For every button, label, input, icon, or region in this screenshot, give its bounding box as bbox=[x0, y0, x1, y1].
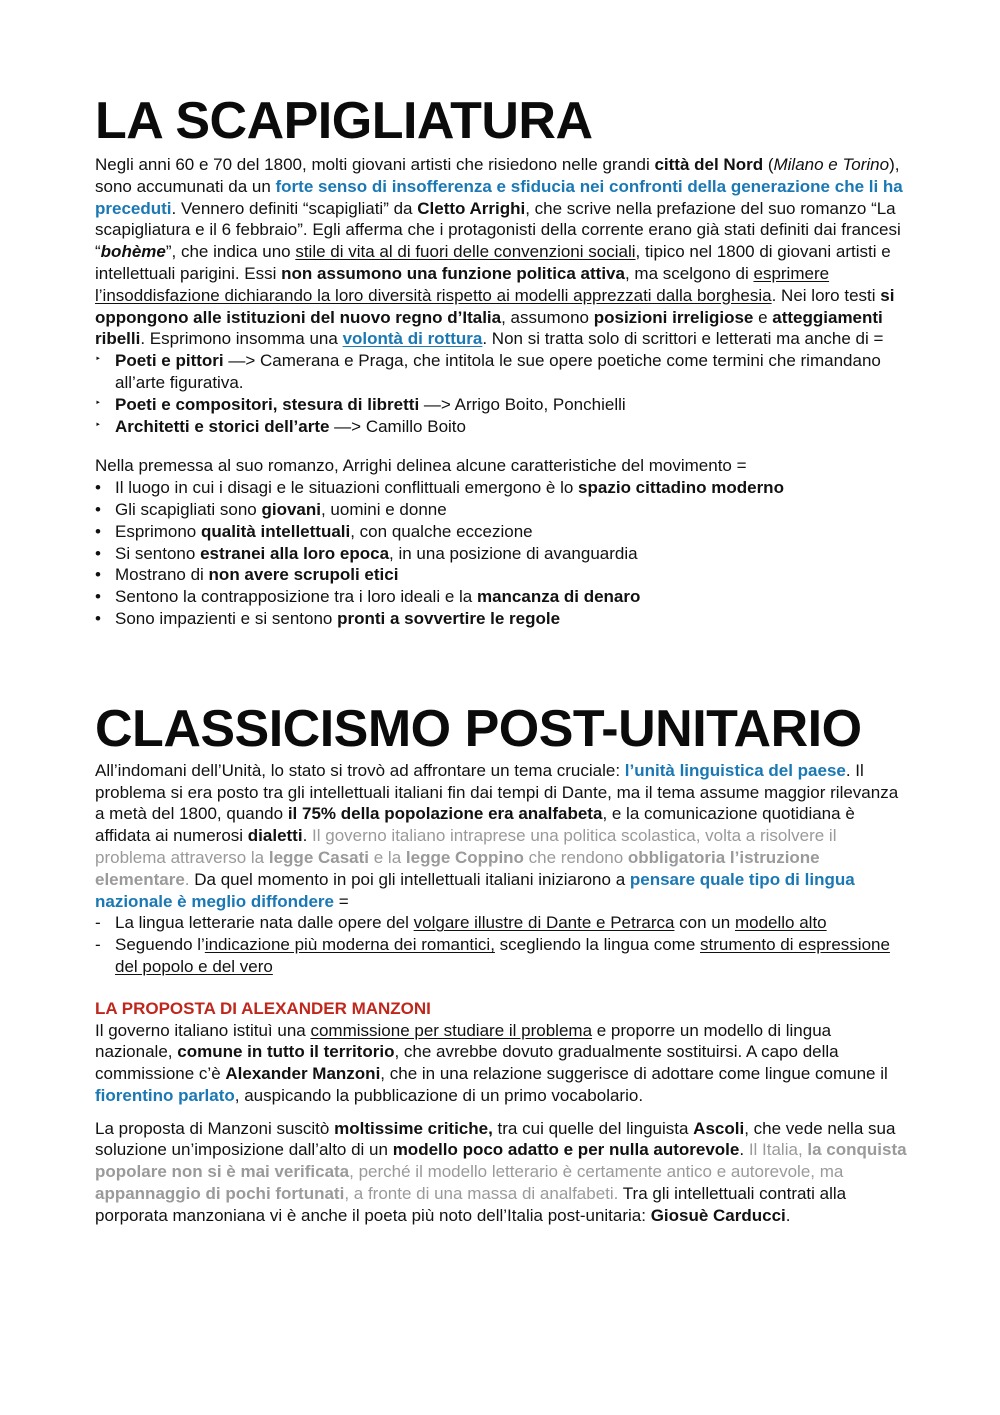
triangle-bullet-icon: ‣ bbox=[95, 397, 101, 409]
categories-list bbox=[95, 350, 910, 437]
document-page bbox=[95, 92, 910, 1227]
bullet-icon: • bbox=[95, 587, 101, 607]
section-title-classicismo: CLASSICISMO POST-UNITARIO bbox=[95, 699, 862, 758]
classicismo-intro-paragraph: All’indomani dell’Unità, lo stato si trovò ad affrontare un tema cruciale: l’unità linguistica del paese. Il problema si era posto tra gli intellettuali italiani fin dai tempi di Dante, ma il tema assume maggior rilevanza a metà del 1800, quando il 75% della popolazione era analfabeta, e la comunicazione quotidiana è affidata ai numerosi dialetti. Il governo italiano intraprese una politica scolastica, volta a risolvere il problema attraverso la legge Casati e la legge Coppino che rendono obbligatoria l’istruzione elementare. Da quel momento in poi gli intellettuali italiani iniziarono a pensare quale tipo di lingua nazionale è meglio diffondere = bbox=[95, 760, 899, 911]
bullet-icon: • bbox=[95, 543, 101, 563]
premessa-paragraph: Nella premessa al suo romanzo, Arrighi delinea alcune caratteristiche del movimento = bbox=[95, 456, 747, 476]
triangle-bullet-icon: ‣ bbox=[95, 419, 101, 431]
list-item: - Seguendo l’indicazione più moderna dei romantici, scegliendo la lingua come strumento di espressione del popolo e del vero bbox=[95, 935, 890, 976]
bullet-icon: • bbox=[95, 521, 101, 541]
bullet-icon: • bbox=[95, 565, 101, 585]
subheading-manzoni: LA PROPOSTA DI ALEXANDER MANZONI bbox=[95, 998, 431, 1018]
manzoni-paragraph-2: La proposta di Manzoni suscitò moltissime critiche, tra cui quelle del linguista Ascoli, che vede nella sua soluzione un’imposizione dall’alto di un modello poco adatto e per nulla autorevole. Il Italia, la conquista popolare non si è mai verificata, perché il modello letterario è certamente antico e autorevole, ma appannaggio di pochi fortunati, a fronte di una massa di analfabeti. Tra gli intellettuali contrati alla porporata manzoniana vi è anche il poeta più noto dell’Italia post-unitaria: Giosuè Carducci. bbox=[95, 1118, 907, 1225]
list-item: • Mostrano di non avere scrupoli etici bbox=[95, 565, 399, 585]
list-item: • Il luogo in cui i disagi e le situazioni conflittuali emergono è lo spazio cittadino moderno bbox=[95, 478, 784, 498]
list-item: • Si sentono estranei alla loro epoca, in una posizione di avanguardia bbox=[95, 543, 638, 563]
list-item: • Sentono la contrapposizione tra i loro ideali e la mancanza di denaro bbox=[95, 587, 641, 607]
triangle-bullet-icon: ‣ bbox=[95, 354, 101, 366]
list-item: ‣ Poeti e compositori, stesura di libretti —> Arrigo Boito, Ponchielli bbox=[95, 394, 626, 414]
features-list bbox=[95, 477, 910, 630]
list-item: - La lingua letterarie nata dalle opere del volgare illustre di Dante e Petrarca con un modello alto bbox=[95, 913, 827, 933]
options-list bbox=[95, 912, 910, 977]
scapigliatura-intro-paragraph: Negli anni 60 e 70 del 1800, molti giovani artisti che risiedono nelle grandi città del Nord (Milano e Torino), sono accumunati da un forte senso di insofferenza e sfiducia nei confronti della generazione che li ha preceduti. Vennero definiti “scapigliati” da Cletto Arrighi, che scrive nella prefazione del suo romanzo “La scapigliatura e il 6 febbraio”. Egli afferma che i protagonisti della corrente erano già stati definiti dai francesi “bohème”, che indica uno stile di vita al di fuori delle convenzioni sociali, tipico nel 1800 di giovani artisti e intellettuali parigini. Essi non assumono una funzione politica attiva, ma scelgono di esprimere l’insoddisfazione dichiarando la loro diversità rispetto ai modelli apprezzati dalla borghesia. Nei loro testi si oppongono alle istituzioni del nuovo regno d’Italia, assumono posizioni irreligiose e atteggiamenti ribelli. Esprimono insomma una volontà di rottura. Non si tratta solo di scrittori e letterati ma anche di = bbox=[95, 155, 903, 349]
list-item: ‣ Poeti e pittori —> Camerana e Praga, che intitola le sue opere poetiche come termini che rimandano all’arte figurativa. bbox=[95, 351, 881, 392]
list-item: • Gli scapigliati sono giovani, uomini e donne bbox=[95, 499, 447, 519]
list-item: • Sono impazienti e si sentono pronti a sovvertire le regole bbox=[95, 608, 561, 628]
bullet-icon: • bbox=[95, 499, 101, 519]
section-title-scapigliatura: LA SCAPIGLIATURA bbox=[95, 92, 593, 150]
manzoni-paragraph-1: Il governo italiano istituì una commissione per studiare il problema e proporre un modello di lingua nazionale, comune in tutto il territorio, che avrebbe dovuto gradualmente sostituirsi. A capo della commissione c’è Alexander Manzoni, che in una relazione suggerisce di adottare come lingue comune il fiorentino parlato, auspicando la pubblicazione di un primo vocabolario. bbox=[95, 1020, 888, 1105]
dash-bullet-icon: - bbox=[95, 913, 101, 933]
list-item: • Esprimono qualità intellettuali, con qualche eccezione bbox=[95, 521, 533, 541]
bullet-icon: • bbox=[95, 608, 101, 628]
list-item: ‣ Architetti e storici dell’arte —> Camillo Boito bbox=[95, 416, 466, 436]
bullet-icon: • bbox=[95, 478, 101, 498]
dash-bullet-icon: - bbox=[95, 935, 101, 955]
